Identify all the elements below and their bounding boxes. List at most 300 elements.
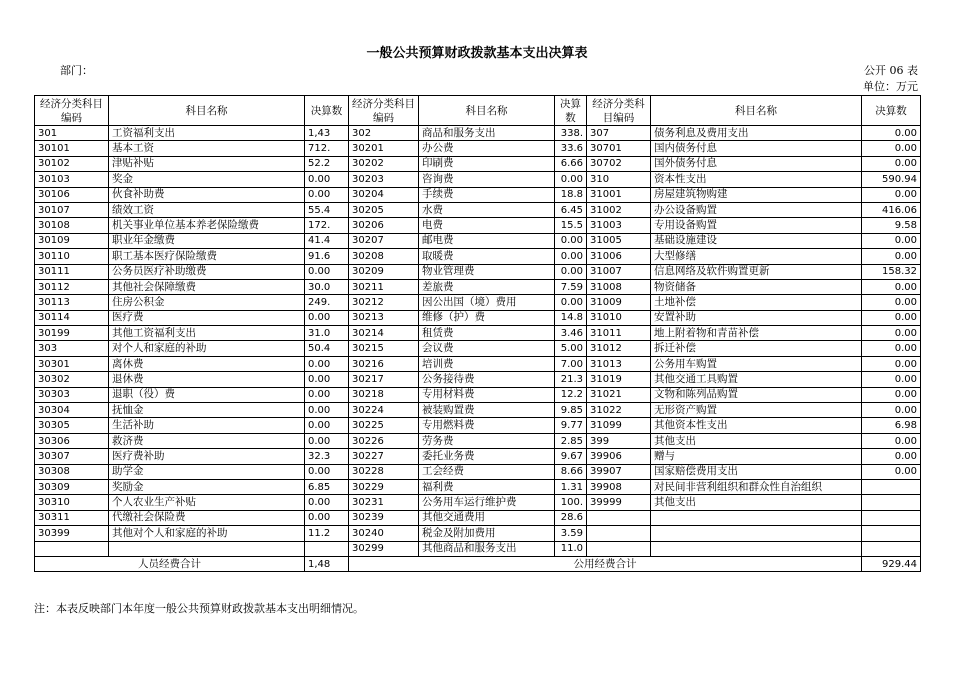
- item-name-cell: 办公费: [419, 141, 555, 156]
- economic-code-cell: 30212: [349, 295, 419, 310]
- item-name-cell: 安置补助: [651, 310, 862, 325]
- amount-cell: 249.: [305, 295, 349, 310]
- economic-code-cell: 31010: [587, 310, 651, 325]
- table-row: [35, 310, 921, 325]
- economic-code-cell: 31001: [587, 187, 651, 202]
- item-name-cell: 绩效工资: [109, 202, 305, 217]
- economic-code-cell: 30211: [349, 279, 419, 294]
- amount-cell: 712.: [305, 141, 349, 156]
- amount-cell: 7.00: [555, 356, 587, 371]
- amount-cell: 9.85: [555, 403, 587, 418]
- item-name-cell: 债务利息及费用支出: [651, 126, 862, 141]
- amount-cell: 2.85: [555, 433, 587, 448]
- item-name-cell: 专用设备购置: [651, 218, 862, 233]
- economic-code-cell: 30112: [35, 279, 109, 294]
- economic-code-cell: 30299: [349, 541, 419, 556]
- amount-cell: 0.00: [555, 172, 587, 187]
- item-name-cell: 对个人和家庭的补助: [109, 341, 305, 356]
- amount-cell: 0.00: [862, 279, 921, 294]
- amount-cell: 0.00: [862, 326, 921, 341]
- economic-code-cell: 30226: [349, 433, 419, 448]
- amount-cell: 7.59: [555, 279, 587, 294]
- item-name-cell: 维修（护）费: [419, 310, 555, 325]
- item-name-cell: 公务用车运行维护费: [419, 495, 555, 510]
- amount-cell: 0.00: [305, 433, 349, 448]
- table-row: [35, 464, 921, 479]
- item-name-cell: 福利费: [419, 479, 555, 494]
- item-name-cell: 其他资本性支出: [651, 418, 862, 433]
- item-name-cell: 取暖费: [419, 249, 555, 264]
- item-name-cell: 奖励金: [109, 479, 305, 494]
- amount-cell: 0.00: [555, 295, 587, 310]
- amount-cell: 0.00: [862, 141, 921, 156]
- economic-code-cell: 39999: [587, 495, 651, 510]
- economic-code-cell: 31021: [587, 387, 651, 402]
- item-name-cell: 生活补助: [109, 418, 305, 433]
- economic-code-cell: 30203: [349, 172, 419, 187]
- header-name: 科目名称: [651, 96, 862, 126]
- item-name-cell: 机关事业单位基本养老保险缴费: [109, 218, 305, 233]
- economic-code-cell: 31019: [587, 372, 651, 387]
- amount-cell: 3.46: [555, 326, 587, 341]
- item-name-cell: 商品和服务支出: [419, 126, 555, 141]
- item-name-cell: 其他交通工具购置: [651, 372, 862, 387]
- item-name-cell: 职工基本医疗保险缴费: [109, 249, 305, 264]
- amount-cell: 12.2: [555, 387, 587, 402]
- amount-cell: 9.67: [555, 449, 587, 464]
- amount-cell: 0.00: [862, 449, 921, 464]
- amount-cell: 0.00: [305, 187, 349, 202]
- economic-code-cell: 307: [587, 126, 651, 141]
- economic-code-cell: 30206: [349, 218, 419, 233]
- amount-cell: 0.00: [305, 387, 349, 402]
- public-total-value: 929.44: [862, 556, 921, 571]
- amount-cell: 0.00: [555, 264, 587, 279]
- item-name-cell: 住房公积金: [109, 295, 305, 310]
- header-row: [35, 96, 921, 126]
- amount-cell: 0.00: [862, 310, 921, 325]
- amount-cell: 0.00: [305, 510, 349, 525]
- item-name-cell: 办公设备购置: [651, 202, 862, 217]
- economic-code-cell: [587, 526, 651, 541]
- amount-cell: 0.00: [555, 233, 587, 248]
- table-row: [35, 526, 921, 541]
- economic-code-cell: 30228: [349, 464, 419, 479]
- table-row: [35, 418, 921, 433]
- amount-cell: 6.85: [305, 479, 349, 494]
- amount-cell: 0.00: [862, 187, 921, 202]
- item-name-cell: 大型修缮: [651, 249, 862, 264]
- economic-code-cell: 30399: [35, 526, 109, 541]
- amount-cell: 0.00: [305, 264, 349, 279]
- economic-code-cell: 30111: [35, 264, 109, 279]
- amount-cell: 14.8: [555, 310, 587, 325]
- item-name-cell: 会议费: [419, 341, 555, 356]
- amount-cell: 1.31: [555, 479, 587, 494]
- economic-code-cell: 30303: [35, 387, 109, 402]
- item-name-cell: 专用燃料费: [419, 418, 555, 433]
- economic-code-cell: 30309: [35, 479, 109, 494]
- table-row: [35, 433, 921, 448]
- economic-code-cell: [35, 541, 109, 556]
- economic-code-cell: 31011: [587, 326, 651, 341]
- amount-cell: 0.00: [862, 403, 921, 418]
- item-name-cell: 培训费: [419, 356, 555, 371]
- item-name-cell: 国外债务付息: [651, 156, 862, 171]
- economic-code-cell: 30227: [349, 449, 419, 464]
- amount-cell: 0.00: [862, 433, 921, 448]
- item-name-cell: 其他对个人和家庭的补助: [109, 526, 305, 541]
- amount-cell: 8.66: [555, 464, 587, 479]
- economic-code-cell: 30308: [35, 464, 109, 479]
- economic-code-cell: 30101: [35, 141, 109, 156]
- economic-code-cell: 30216: [349, 356, 419, 371]
- economic-code-cell: 39906: [587, 449, 651, 464]
- economic-code-cell: 31007: [587, 264, 651, 279]
- item-name-cell: 税金及附加费用: [419, 526, 555, 541]
- economic-code-cell: 30202: [349, 156, 419, 171]
- economic-code-cell: 30107: [35, 202, 109, 217]
- item-name-cell: 邮电费: [419, 233, 555, 248]
- amount-cell: 1,43: [305, 126, 349, 141]
- item-name-cell: 奖金: [109, 172, 305, 187]
- amount-cell: 55.4: [305, 202, 349, 217]
- economic-code-cell: 30224: [349, 403, 419, 418]
- item-name-cell: 其他商品和服务支出: [419, 541, 555, 556]
- amount-cell: 33.6: [555, 141, 587, 156]
- form-number: 公开 06 表: [864, 64, 918, 77]
- amount-cell: 0.00: [305, 495, 349, 510]
- item-name-cell: 水费: [419, 202, 555, 217]
- public-total-label: 公用经费合计: [349, 556, 862, 571]
- amount-cell: 338.: [555, 126, 587, 141]
- item-name-cell: 对民间非营利组织和群众性自治组织: [651, 479, 862, 494]
- header-code: 经济分类科目编码: [35, 96, 109, 126]
- amount-cell: 0.00: [305, 356, 349, 371]
- economic-code-cell: 31009: [587, 295, 651, 310]
- item-name-cell: 助学金: [109, 464, 305, 479]
- table-row: [35, 249, 921, 264]
- footnote: 注：本表反映部门本年度一般公共预算财政拨款基本支出明细情况。: [34, 602, 364, 615]
- amount-cell: 0.00: [862, 233, 921, 248]
- item-name-cell: 其他工资福利支出: [109, 326, 305, 341]
- amount-cell: 91.6: [305, 249, 349, 264]
- item-name-cell: 物资储备: [651, 279, 862, 294]
- amount-cell: 0.00: [305, 418, 349, 433]
- amount-cell: 158.32: [862, 264, 921, 279]
- item-name-cell: 咨询费: [419, 172, 555, 187]
- amount-cell: [862, 495, 921, 510]
- amount-cell: 0.00: [305, 403, 349, 418]
- economic-code-cell: 31022: [587, 403, 651, 418]
- economic-code-cell: [587, 541, 651, 556]
- item-name-cell: 土地补偿: [651, 295, 862, 310]
- item-name-cell: 其他支出: [651, 433, 862, 448]
- item-name-cell: 基础设施建设: [651, 233, 862, 248]
- header-name: 科目名称: [419, 96, 555, 126]
- amount-cell: 3.59: [555, 526, 587, 541]
- economic-code-cell: 31003: [587, 218, 651, 233]
- economic-code-cell: 301: [35, 126, 109, 141]
- economic-code-cell: 30305: [35, 418, 109, 433]
- table-row: [35, 295, 921, 310]
- item-name-cell: 工会经费: [419, 464, 555, 479]
- item-name-cell: 拆迁补偿: [651, 341, 862, 356]
- item-name-cell: 退休费: [109, 372, 305, 387]
- table-row: [35, 187, 921, 202]
- header-amount: 决算数: [555, 96, 587, 126]
- amount-cell: 15.5: [555, 218, 587, 233]
- header-name: 科目名称: [109, 96, 305, 126]
- amount-cell: 11.0: [555, 541, 587, 556]
- amount-cell: 0.00: [862, 387, 921, 402]
- table-row: [35, 126, 921, 141]
- item-name-cell: 医疗费补助: [109, 449, 305, 464]
- economic-code-cell: 30103: [35, 172, 109, 187]
- economic-code-cell: 30231: [349, 495, 419, 510]
- amount-cell: 0.00: [305, 172, 349, 187]
- header-code: 经济分类科目编码: [349, 96, 419, 126]
- economic-code-cell: 30218: [349, 387, 419, 402]
- table-row: [35, 172, 921, 187]
- economic-code-cell: 310: [587, 172, 651, 187]
- amount-cell: [862, 541, 921, 556]
- economic-code-cell: 39907: [587, 464, 651, 479]
- item-name-cell: 专用材料费: [419, 387, 555, 402]
- economic-code-cell: 30209: [349, 264, 419, 279]
- amount-cell: [862, 526, 921, 541]
- item-name-cell: 国内债务付息: [651, 141, 862, 156]
- economic-code-cell: 30301: [35, 356, 109, 371]
- item-name-cell: 电费: [419, 218, 555, 233]
- table-row: [35, 279, 921, 294]
- item-name-cell: 个人农业生产补贴: [109, 495, 305, 510]
- table-row: [35, 326, 921, 341]
- amount-cell: 28.6: [555, 510, 587, 525]
- amount-cell: 6.66: [555, 156, 587, 171]
- amount-cell: 18.8: [555, 187, 587, 202]
- economic-code-cell: 30702: [587, 156, 651, 171]
- item-name-cell: 国家赔偿费用支出: [651, 464, 862, 479]
- item-name-cell: 租赁费: [419, 326, 555, 341]
- item-name-cell: 公务员医疗补助缴费: [109, 264, 305, 279]
- economic-code-cell: 30109: [35, 233, 109, 248]
- economic-code-cell: 30213: [349, 310, 419, 325]
- item-name-cell: 印刷费: [419, 156, 555, 171]
- economic-code-cell: 30229: [349, 479, 419, 494]
- item-name-cell: [651, 526, 862, 541]
- item-name-cell: 地上附着物和青苗补偿: [651, 326, 862, 341]
- economic-code-cell: 303: [35, 341, 109, 356]
- header-code: 经济分类科目编码: [587, 96, 651, 126]
- amount-cell: 9.77: [555, 418, 587, 433]
- economic-code-cell: 30215: [349, 341, 419, 356]
- item-name-cell: 伙食补助费: [109, 187, 305, 202]
- table-row: [35, 141, 921, 156]
- amount-cell: 0.00: [862, 356, 921, 371]
- amount-cell: 50.4: [305, 341, 349, 356]
- item-name-cell: 无形资产购置: [651, 403, 862, 418]
- item-name-cell: [651, 541, 862, 556]
- item-name-cell: 职业年金缴费: [109, 233, 305, 248]
- item-name-cell: [109, 541, 305, 556]
- item-name-cell: 信息网络及软件购置更新: [651, 264, 862, 279]
- amount-cell: 41.4: [305, 233, 349, 248]
- table-row: [35, 372, 921, 387]
- item-name-cell: 被装购置费: [419, 403, 555, 418]
- amount-cell: 52.2: [305, 156, 349, 171]
- amount-cell: 590.94: [862, 172, 921, 187]
- item-name-cell: 基本工资: [109, 141, 305, 156]
- economic-code-cell: 30240: [349, 526, 419, 541]
- item-name-cell: 因公出国（境）费用: [419, 295, 555, 310]
- economic-code-cell: 31002: [587, 202, 651, 217]
- amount-cell: 0.00: [862, 372, 921, 387]
- table-row: [35, 156, 921, 171]
- table-row: [35, 479, 921, 494]
- item-name-cell: 公务用车购置: [651, 356, 862, 371]
- economic-code-cell: 30306: [35, 433, 109, 448]
- amount-cell: 30.0: [305, 279, 349, 294]
- economic-code-cell: 39908: [587, 479, 651, 494]
- item-name-cell: 差旅费: [419, 279, 555, 294]
- personnel-total-label: 人员经费合计: [35, 556, 305, 571]
- economic-code-cell: 30201: [349, 141, 419, 156]
- item-name-cell: 救济费: [109, 433, 305, 448]
- economic-code-cell: 30239: [349, 510, 419, 525]
- item-name-cell: 公务接待费: [419, 372, 555, 387]
- economic-code-cell: 30214: [349, 326, 419, 341]
- item-name-cell: 津贴补贴: [109, 156, 305, 171]
- economic-code-cell: 31008: [587, 279, 651, 294]
- item-name-cell: 代缴社会保险费: [109, 510, 305, 525]
- economic-code-cell: 30307: [35, 449, 109, 464]
- economic-code-cell: 31005: [587, 233, 651, 248]
- amount-cell: 0.00: [862, 249, 921, 264]
- amount-cell: 0.00: [862, 464, 921, 479]
- item-name-cell: 其他社会保障缴费: [109, 279, 305, 294]
- item-name-cell: 工资福利支出: [109, 126, 305, 141]
- economic-code-cell: 30108: [35, 218, 109, 233]
- header-amount: 决算数: [305, 96, 349, 126]
- economic-code-cell: 30110: [35, 249, 109, 264]
- table-row: [35, 341, 921, 356]
- table-row: [35, 356, 921, 371]
- totals-row: [35, 556, 921, 571]
- amount-cell: 416.06: [862, 202, 921, 217]
- amount-cell: 11.2: [305, 526, 349, 541]
- item-name-cell: 退职（役）费: [109, 387, 305, 402]
- department-label: 部门：: [60, 64, 93, 77]
- table-row: [35, 202, 921, 217]
- economic-code-cell: 31012: [587, 341, 651, 356]
- amount-cell: 32.3: [305, 449, 349, 464]
- economic-code-cell: 30208: [349, 249, 419, 264]
- amount-cell: 0.00: [862, 126, 921, 141]
- page-title: 一般公共预算财政拨款基本支出决算表: [366, 46, 588, 61]
- economic-code-cell: 302: [349, 126, 419, 141]
- item-name-cell: [651, 510, 862, 525]
- amount-cell: 21.3: [555, 372, 587, 387]
- table-row: [35, 510, 921, 525]
- economic-code-cell: 30106: [35, 187, 109, 202]
- amount-cell: 0.00: [862, 156, 921, 171]
- item-name-cell: 物业管理费: [419, 264, 555, 279]
- economic-code-cell: [587, 510, 651, 525]
- amount-cell: 9.58: [862, 218, 921, 233]
- economic-code-cell: 30113: [35, 295, 109, 310]
- item-name-cell: 劳务费: [419, 433, 555, 448]
- economic-code-cell: 30701: [587, 141, 651, 156]
- item-name-cell: 医疗费: [109, 310, 305, 325]
- economic-code-cell: 30199: [35, 326, 109, 341]
- economic-code-cell: 30217: [349, 372, 419, 387]
- table-row: [35, 541, 921, 556]
- item-name-cell: 赠与: [651, 449, 862, 464]
- table-row: [35, 403, 921, 418]
- personnel-total-value: 1,48: [305, 556, 349, 571]
- economic-code-cell: 30204: [349, 187, 419, 202]
- amount-cell: 0.00: [305, 464, 349, 479]
- item-name-cell: 其他支出: [651, 495, 862, 510]
- table-row: [35, 495, 921, 510]
- economic-code-cell: 31013: [587, 356, 651, 371]
- item-name-cell: 其他交通费用: [419, 510, 555, 525]
- amount-cell: 0.00: [862, 295, 921, 310]
- expenditure-table: [34, 95, 921, 572]
- table-row: [35, 264, 921, 279]
- item-name-cell: 手续费: [419, 187, 555, 202]
- header-amount: 决算数: [862, 96, 921, 126]
- item-name-cell: 房屋建筑物购建: [651, 187, 862, 202]
- economic-code-cell: 30310: [35, 495, 109, 510]
- item-name-cell: 离休费: [109, 356, 305, 371]
- amount-cell: 31.0: [305, 326, 349, 341]
- amount-cell: [862, 479, 921, 494]
- amount-cell: 5.00: [555, 341, 587, 356]
- amount-cell: 172.: [305, 218, 349, 233]
- amount-cell: 0.00: [305, 310, 349, 325]
- economic-code-cell: 30302: [35, 372, 109, 387]
- item-name-cell: 资本性支出: [651, 172, 862, 187]
- economic-code-cell: 31099: [587, 418, 651, 433]
- economic-code-cell: 30102: [35, 156, 109, 171]
- amount-cell: 0.00: [862, 341, 921, 356]
- table-row: [35, 233, 921, 248]
- amount-cell: 6.45: [555, 202, 587, 217]
- economic-code-cell: 31006: [587, 249, 651, 264]
- economic-code-cell: 30205: [349, 202, 419, 217]
- economic-code-cell: 399: [587, 433, 651, 448]
- table-row: [35, 387, 921, 402]
- economic-code-cell: 30225: [349, 418, 419, 433]
- amount-cell: 0.00: [305, 372, 349, 387]
- economic-code-cell: 30207: [349, 233, 419, 248]
- item-name-cell: 文物和陈列品购置: [651, 387, 862, 402]
- amount-cell: 6.98: [862, 418, 921, 433]
- economic-code-cell: 30304: [35, 403, 109, 418]
- economic-code-cell: 30114: [35, 310, 109, 325]
- economic-code-cell: 30311: [35, 510, 109, 525]
- amount-cell: [862, 510, 921, 525]
- amount-cell: [305, 541, 349, 556]
- table-row: [35, 449, 921, 464]
- item-name-cell: 抚恤金: [109, 403, 305, 418]
- amount-cell: 100.: [555, 495, 587, 510]
- unit-label: 单位：万元: [863, 80, 918, 93]
- table-row: [35, 218, 921, 233]
- item-name-cell: 委托业务费: [419, 449, 555, 464]
